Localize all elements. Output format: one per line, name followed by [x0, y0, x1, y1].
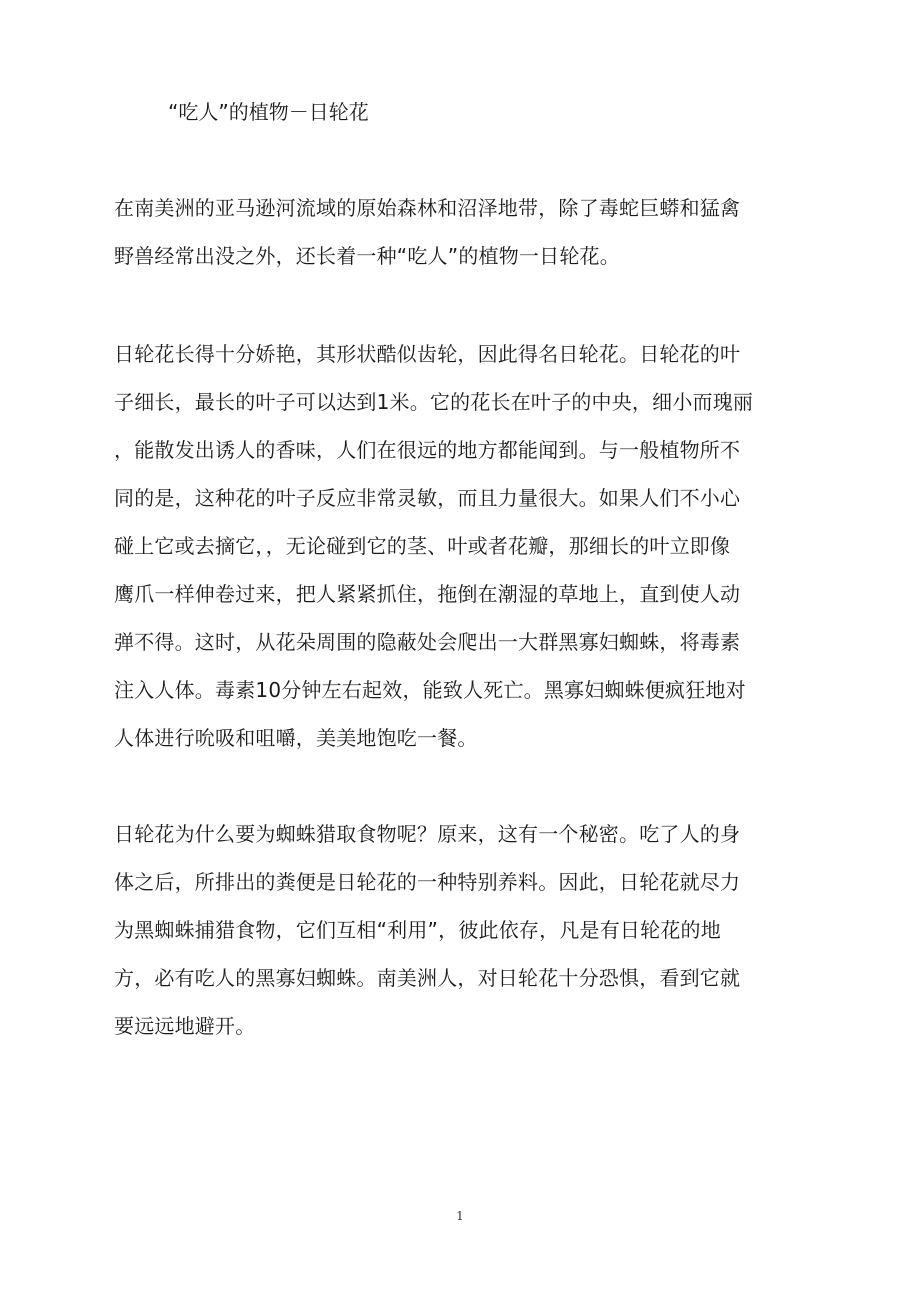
paragraph-line: 弹不得。这时，从花朵周围的隐蔽处会爬出一大群黑寡妇蜘蛛，将毒素 — [114, 630, 741, 654]
paragraph-line: 同的是，这种花的叶子反应非常灵敏，而且力量很大。如果人们不小心 — [114, 486, 741, 510]
page-number: 1 — [456, 1209, 464, 1223]
document-title: “吃人”的植物－日轮花 — [168, 100, 369, 124]
paragraph-line: 注入人体。毒素10分钟左右起效，能致人死亡。黑寡妇蜘蛛便疯狂地对 — [114, 678, 746, 702]
paragraph-line: 野兽经常出没之外，还长着一种“吃人”的植物一日轮花。 — [114, 244, 620, 268]
paragraph-line: 为黑蜘蛛捕猎食物，它们互相“利用”，彼此依存，凡是有日轮花的地 — [114, 918, 721, 942]
paragraph-line: 日轮花为什么要为蜘蛛猎取食物呢？原来，这有一个秘密。吃了人的身 — [114, 822, 741, 846]
paragraph-line: 方，必有吃人的黑寡妇蜘蛛。南美洲人，对日轮花十分恐惧，看到它就 — [114, 966, 741, 990]
paragraph-line: 子细长，最长的叶子可以达到1米。它的花长在叶子的中央，细小而瑰丽 — [114, 390, 754, 414]
paragraph-line: 人体进行吮吸和咀嚼，美美地饱吃一餐。 — [114, 726, 478, 750]
paragraph-line: 日轮花长得十分娇艳，其形状酷似齿轮，因此得名日轮花。日轮花的叶 — [114, 342, 741, 366]
paragraph-line: 在南美洲的亚马逊河流域的原始森林和沼泽地带，除了毒蛇巨蟒和猛禽 — [114, 196, 741, 220]
paragraph-line: 要远远地避开。 — [114, 1014, 256, 1038]
paragraph-line: 碰上它或去摘它，，无论碰到它的茎、叶或者花瓣，那细长的叶立即像 — [114, 534, 731, 558]
paragraph-line: 鹰爪一样伸卷过来，把人紧紧抓住，拖倒在潮湿的草地上，直到使人动 — [114, 582, 741, 606]
paragraph-line: ，能散发出诱人的香味，人们在很远的地方都能闻到。与一般植物所不 — [114, 438, 741, 462]
paragraph — [114, 330, 814, 762]
paragraph — [114, 184, 814, 280]
paragraph — [114, 810, 814, 1050]
paragraph-line: 体之后，所排出的粪便是日轮花的一种特别养料。因此，日轮花就尽力 — [114, 870, 741, 894]
